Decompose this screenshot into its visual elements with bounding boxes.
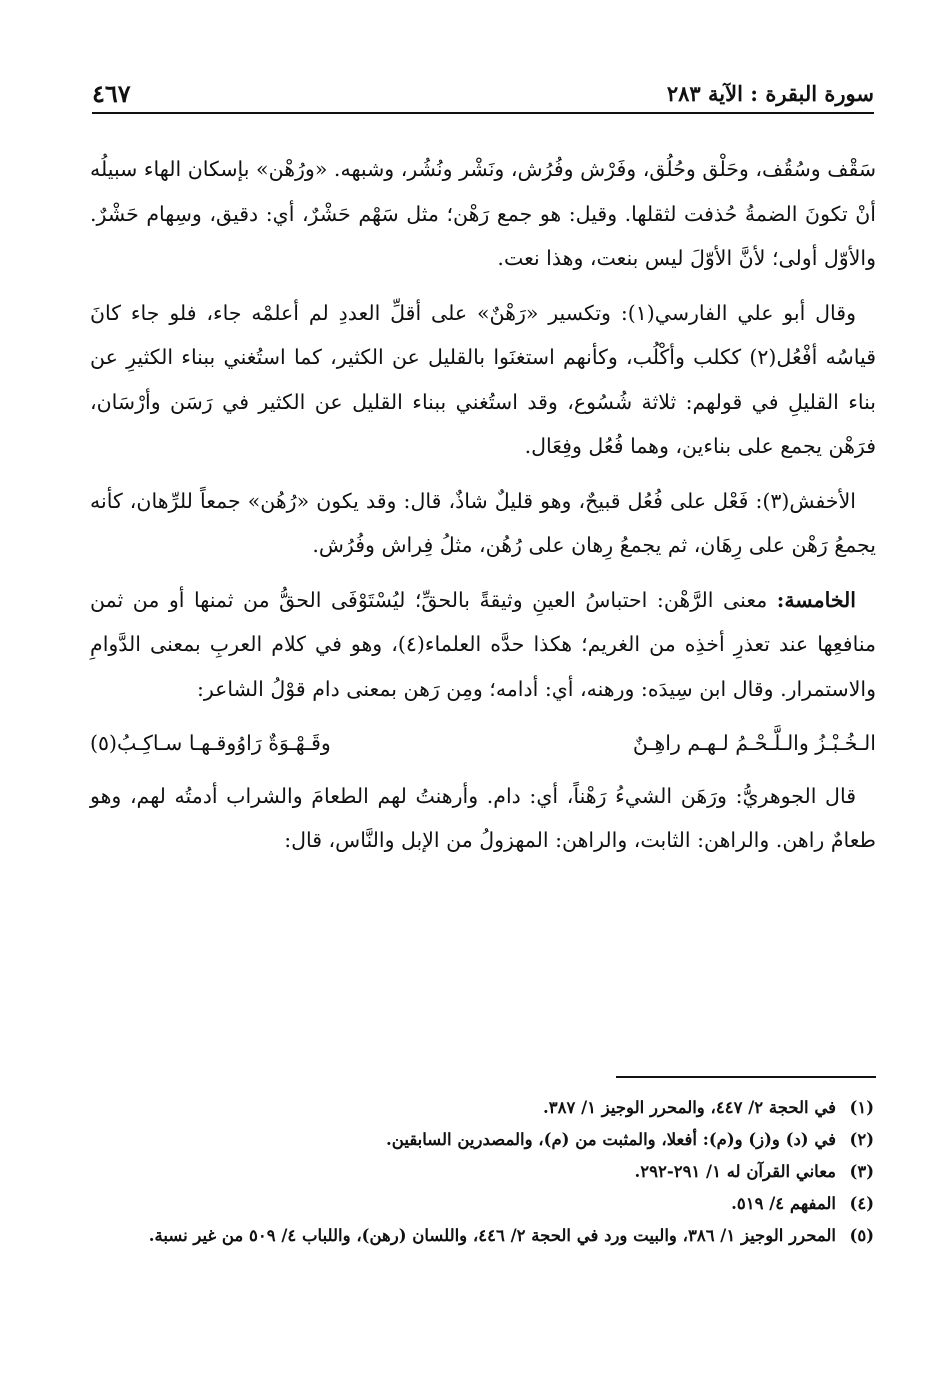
poem-first-hemistich: الـخُـبْـزُ والـلَّـحْـمُ لـهـم راهِـنٌ bbox=[632, 731, 876, 755]
footnote bbox=[92, 1188, 874, 1220]
footnote bbox=[92, 1124, 874, 1156]
section-label: الخامسة: bbox=[776, 587, 856, 612]
footnote-text: في (د) و(ز) و(م): أفعلا، والمثبت من (م)، والمصدرين السابقين. bbox=[386, 1130, 836, 1149]
footnote-text: المحرر الوجيز ١/ ٣٨٦، والبيت ورد في الحجة ٢/ ٤٤٦، واللسان (رهن)، واللباب ٤/ ٥٠٩ من غير نسبة. bbox=[148, 1226, 836, 1245]
footnote bbox=[92, 1092, 874, 1124]
paragraph-3: الأخفش(٣): فَعْل على فُعُل قبيحٌ، وهو قليلٌ شاذٌ، قال: وقد يكون «رُهُن» جمعاً للرِّهان، كأنه يجمعُ رَهْن على رِهَان، ثم يجمعُ رِهان على رُهُن، مثلُ فِراش وفُرُش. bbox=[90, 488, 876, 557]
main-text bbox=[90, 147, 876, 873]
paragraph-1: سَقْف وسُقُف، وحَلْق وحُلُق، وفَرْش وفُرُش، ونَشْر ونُشُر، وشبهه. «ورُهْن» بإسكان الهاء سبيلُه أنْ تكونَ الضمةُ حُذفت لثقلها. وقيل: هو جمع رَهْن؛ مثل سَهْم حَشْرٌ، أي: دقيق، وسِهام حَشْرٌ. والأوّل أولى؛ لأنَّ الأوّلَ ليس بنعت، وهذا نعت. bbox=[90, 157, 876, 270]
paragraph-2: وقال أبو علي الفارسي(١): وتكسير «رَهْنٌ» على أقلِّ العددِ لم أعلمْه جاء، فلو جاء كانَ قياسُه أفْعُل(٢) ككلب وأكْلُب، وكأنهم استغنَوا بالقليل عن الكثير، كما استُغني ببناء الكثيرِ عن بناء القليلِ في قولهم: ثلاثة شُسُوع، وقد استُغني ببناء القليل عن الكثير في رَسَن وأرْسَان، فرَهْن يجمع على بناءين، وهما فُعُل وفِعَال. bbox=[90, 300, 876, 458]
footnote-text: معاني القرآن له ١/ ٢٩١-٢٩٢. bbox=[634, 1162, 836, 1181]
poem-second-hemistich: وقَـهْـوَةٌ رَاوُوقـهـا سـاكِـبُ(٥) bbox=[90, 731, 331, 755]
paragraph-4-text: معنى الرَّهْن: احتباسُ العينِ وثيقةً بالحقِّ؛ ليُسْتَوْفَى الحقُّ من ثمنها أو من ثمن منافعِها عند تعذرِ أخذِه من الغريم؛ هكذا حدَّه العلماء(٤)، وهو في كلام العربِ بمعنى الدَّوامِ والاستمرار. وقال ابن سِيدَه: ورهنه، أي: أدامه؛ ومِن رَهن بمعنى دام قوْلُ الشاعر: bbox=[90, 587, 876, 701]
running-title: سورة البقرة : الآية ٢٨٣ bbox=[666, 81, 874, 106]
footnote-number: (٣) bbox=[849, 1162, 874, 1181]
footnote-number: (٢) bbox=[849, 1130, 874, 1149]
footnote-text: المفهم ٤/ ٥١٩. bbox=[731, 1194, 836, 1213]
paragraph-5: قال الجوهريُّ: ورَهَن الشيءُ رَهْناً، أي: دام. وأرهنتُ لهم الطعامَ والشراب أدمتُه لهم، وهو طعامٌ راهن. والراهن: الثابت، والراهن: المهزولُ من الإبل والنَّاس، قال: bbox=[90, 783, 876, 852]
poem-verse bbox=[90, 721, 876, 766]
page-header bbox=[92, 72, 874, 114]
footnote-text: في الحجة ٢/ ٤٤٧، والمحرر الوجيز ١/ ٣٨٧. bbox=[543, 1098, 836, 1117]
footnote bbox=[92, 1220, 874, 1252]
page-number: ٤٦٧ bbox=[92, 79, 131, 108]
footnote-number: (٤) bbox=[849, 1194, 874, 1213]
footnote-number: (١) bbox=[849, 1098, 874, 1117]
footnote-number: (٥) bbox=[849, 1226, 874, 1245]
footnote-divider bbox=[616, 1076, 876, 1078]
paragraph-4 bbox=[90, 578, 876, 712]
footnotes bbox=[92, 1092, 874, 1252]
footnote bbox=[92, 1156, 874, 1188]
